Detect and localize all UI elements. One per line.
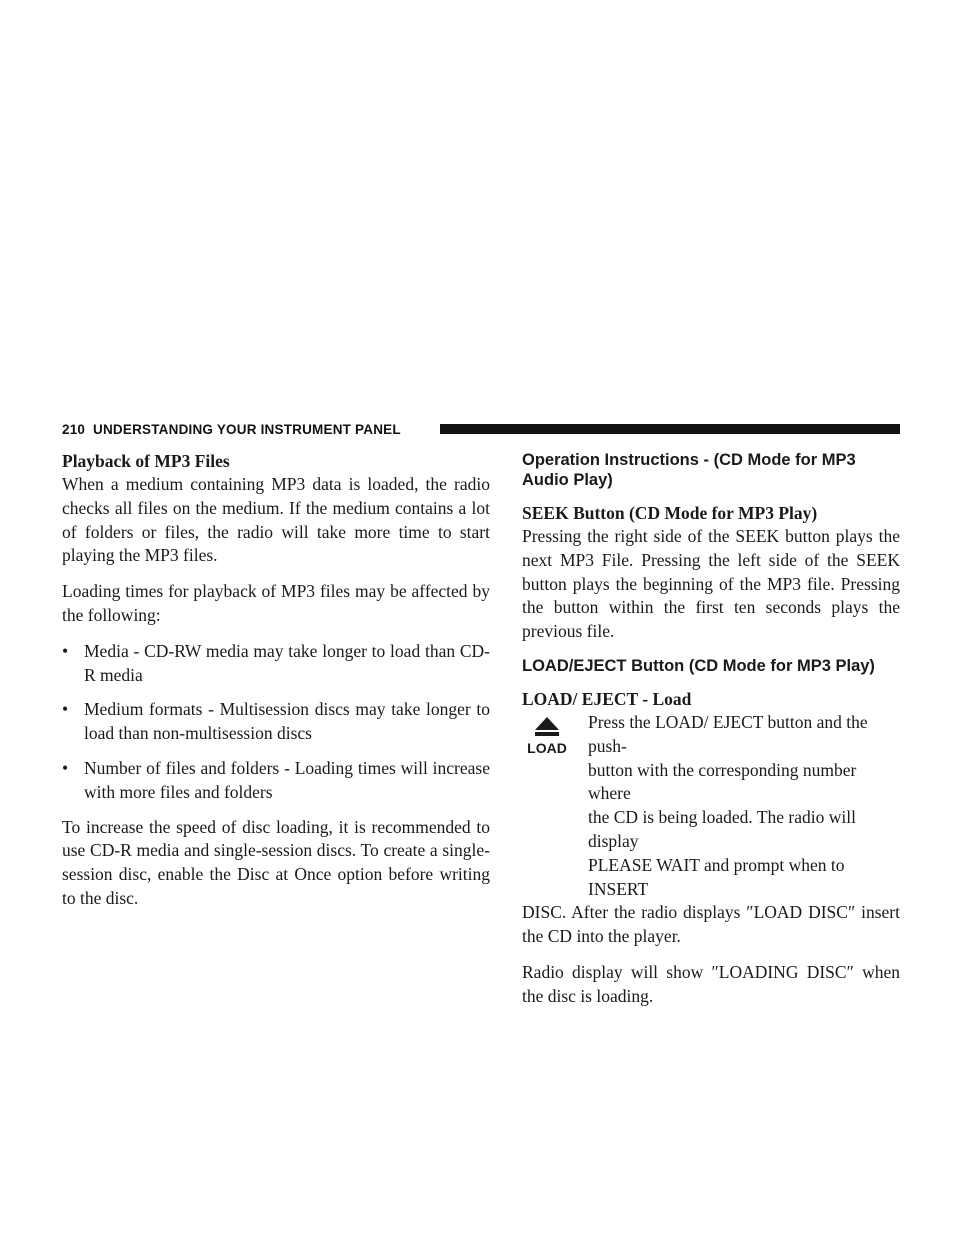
load-line: PLEASE WAIT and prompt when to INSERT xyxy=(588,854,845,899)
load-line: the CD is being loaded. The radio will display xyxy=(588,807,856,851)
right-column xyxy=(522,450,900,1009)
header-text xyxy=(62,422,401,437)
loading-factors-list xyxy=(62,640,490,805)
load-line: button with the corresponding number where xyxy=(588,759,857,804)
speed-tip-paragraph: To increase the speed of disc loading, it is recommended to use CD-R media and single-session discs. To create a single-session disc, enable the Disc at Once option before writing to the disc. xyxy=(62,816,490,908)
operation-heading: Operation Instructions - (CD Mode for MP3 Audio Play) xyxy=(522,451,856,489)
left-column xyxy=(62,450,490,911)
seek-paragraph: Pressing the right side of the SEEK button plays the next MP3 File. Pressing the left side of the SEEK button plays the beginning of the MP3 file. Pressing the button within the first ten seconds plays the previous file. xyxy=(522,526,900,642)
load-line: Press the LOAD/ EJECT button and the push- xyxy=(588,711,868,756)
section-title: UNDERSTANDING YOUR INSTRUMENT PANEL xyxy=(93,422,401,437)
seek-heading: SEEK Button (CD Mode for MP3 Play) xyxy=(522,503,818,523)
eject-triangle-icon xyxy=(535,717,559,730)
load-eject-heading: LOAD/EJECT Button (CD Mode for MP3 Play) xyxy=(522,656,875,675)
bullet-icon: • xyxy=(62,640,69,661)
page-number: 210 xyxy=(62,422,86,437)
load-subheading: LOAD/ EJECT - Load xyxy=(522,688,692,709)
loading-times-paragraph: Loading times for playback of MP3 files may be affected by the following: xyxy=(62,581,490,625)
list-item: • Media - CD-RW media may take longer to load than CD-R media xyxy=(62,640,490,685)
load-instructions xyxy=(522,711,900,949)
bullet-icon: • xyxy=(62,699,69,720)
playback-paragraph: When a medium containing MP3 data is loaded, the radio checks all files on the medium. If the medium contains a lot of folders or files, the radio will take more time to start playing the MP3 files. xyxy=(62,474,490,566)
load-icon-label: LOAD xyxy=(527,739,567,756)
page-header xyxy=(62,421,900,441)
list-item: • Medium formats - Multisession discs may take longer to load than non-multisession discs xyxy=(62,699,490,744)
load-icon xyxy=(522,717,572,765)
header-rule xyxy=(440,424,900,434)
bullet-icon: • xyxy=(62,757,69,778)
list-item: • Number of files and folders - Loading times will increase with more files and folders xyxy=(62,757,490,802)
loading-disc-paragraph: Radio display will show ″LOADING DISC″ when the disc is loading. xyxy=(522,961,900,1006)
playback-heading: Playback of MP3 Files xyxy=(62,451,230,471)
eject-bar-icon xyxy=(535,732,559,736)
load-paragraph-rest: DISC. After the radio displays ″LOAD DISC″ insert the CD into the player. xyxy=(522,902,900,947)
